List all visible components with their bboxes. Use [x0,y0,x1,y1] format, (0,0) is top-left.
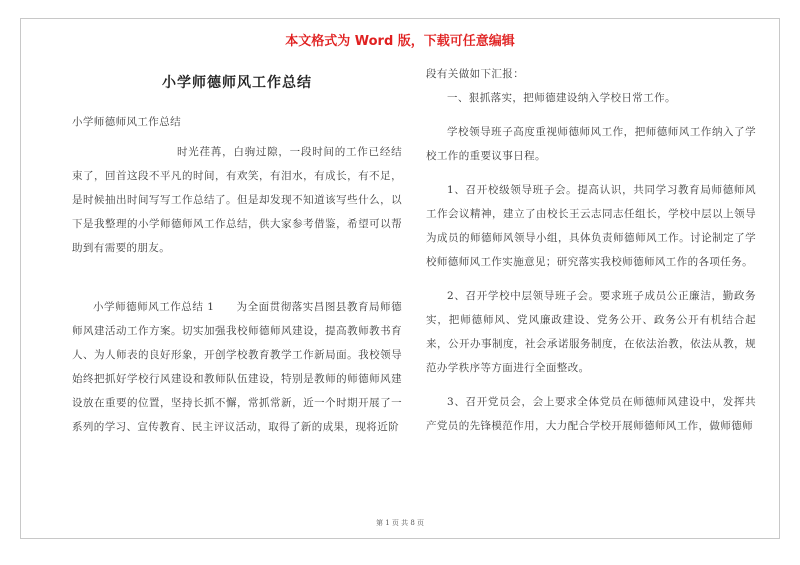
paragraph-3: 2、召开学校中层领导班子会。要求班子成员公正廉洁，勤政务实，把师德师风、党风廉政建设、党务公开、政务公开有机结合起来，公开办事制度，社会承诺服务制度，在依法治教，依法从教，规范办学秩序等方面进行全面整改。 [426,290,756,374]
document-title: 小学师德师风工作总结 [162,75,312,91]
paragraph-2: 1、召开校级领导班子会。提高认识，共同学习教育局师德师风工作会议精神，建立了由校长王云志同志任组长，学校中层以上领导为成员的师德师风领导小组，具体负责师德师风工作。讨论制定了学校师德师风工作实施意见；研究落实我校师德师风工作的各项任务。 [426,184,756,268]
continuation-line: 段有关做如下汇报： [426,68,525,80]
right-column [426,62,756,438]
download-banner: 本文格式为 Word 版，下载可任意编辑 [285,34,515,49]
intro-paragraph: 时光荏苒，白驹过隙，一段时间的工作已经结束了，回首这段不平凡的时间，有欢笑，有泪水，有成长，有不足，是时候抽出时间写写工作总结了。但是却发现不知道该写些什么，以下是我整理的小学师德师风工作总结，供大家参考借鉴，希望可以帮助到有需要的朋友。 [72,146,402,254]
left-column [72,62,402,439]
heading-one: 一、狠抓落实，把师德建设纳入学校日常工作。 [447,92,676,104]
paragraph-1: 学校领导班子高度重视师德师风工作，把师德师风工作纳入了学校工作的重要议事日程。 [426,126,756,162]
section-subtitle: 小学师德师风工作总结 [72,116,181,128]
body-paragraph: 小学师德师风工作总结 1 为全面贯彻落实昌图县教育局师德师风建活动工作方案。切实加强我校师德师风建设，提高教师教书育人、为人师表的良好形象，开创学校教育教学工作新局面。我校领导始终把抓好学校行风建设和教师队伍建设，特别是教师的师德师风建设放在重要的位置，坚持长抓不懈，常抓常新，近一个时期开展了一系列的学习、宣传教育、民主评议活动，取得了新的成果，现将近阶 [72,301,402,433]
page-number: 第 1 页 共 8 页 [375,519,425,527]
paragraph-4: 3、召开党员会，会上要求全体党员在师德师风建设中，发挥共产党员的先锋模范作用，大力配合学校开展师德师风工作，做师德师 [426,396,756,432]
